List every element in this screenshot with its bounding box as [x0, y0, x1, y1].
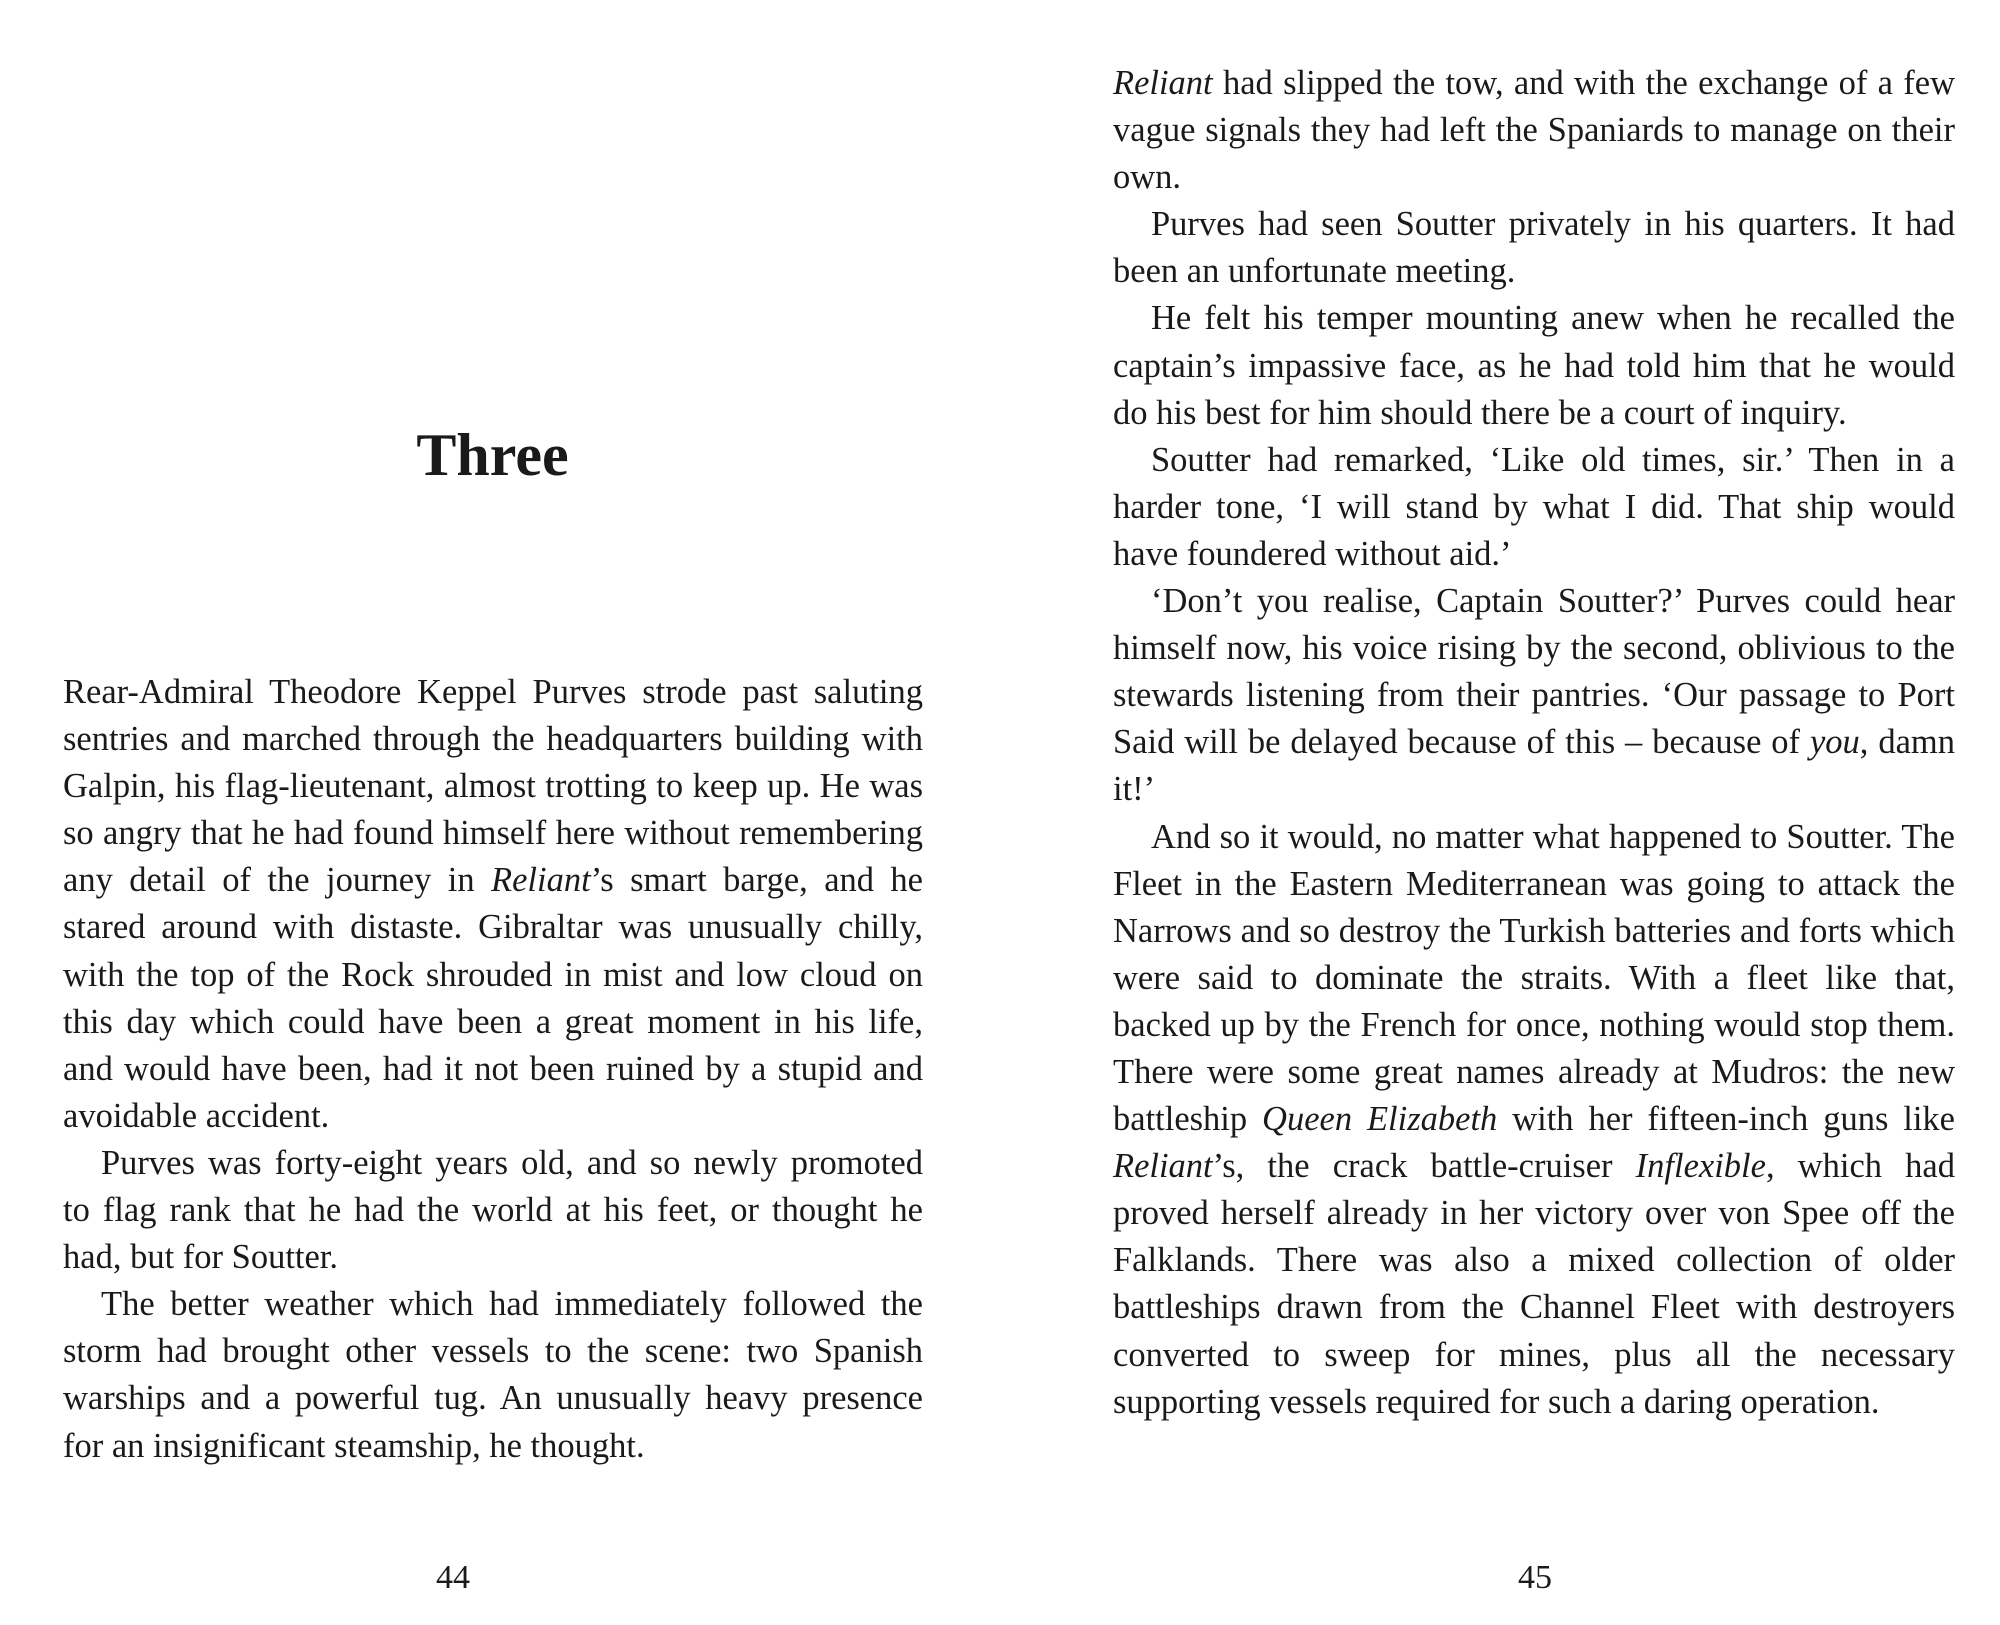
- text-run: He felt his temper mounting anew when he recalled the captain’s impassive face, as he had told him that he would do his best for him should there be a court of inquiry.: [1113, 299, 1955, 432]
- right-page: [1000, 0, 2000, 1625]
- paragraph: [1113, 60, 1955, 201]
- italic-text: Reliant: [491, 861, 591, 900]
- text-run: Rear-Admiral Theodore Keppel Purves strode past saluting sentries and marched through the headquarters building with Galpin, his flag-lieutenant, almost trotting to keep up. He was so angry that he had found himself here without remembering any detail of the journey in: [63, 673, 923, 900]
- text-run: Soutter had remarked, ‘Like old times, sir.’ Then in a harder tone, ‘I will stand by what I did. That ship would have foundered without aid.’: [1113, 440, 1955, 573]
- page-number-right: 45: [1518, 1559, 1552, 1596]
- italic-text: Inflexible: [1635, 1147, 1766, 1186]
- text-run: , which had proved herself already in her victory over von Spee off the Falklands. There was also a mixed collection of older battleships drawn from the Channel Fleet with destroyers converted to sweep for mines, plus all the necessary supporting vessels required for such a daring operation.: [1113, 1147, 1955, 1421]
- paragraph: [63, 1140, 923, 1281]
- paragraph: [1113, 814, 1955, 1426]
- left-page-body: [63, 669, 923, 1470]
- paragraph: [63, 1281, 923, 1469]
- text-run: Purves had seen Soutter privately in his quarters. It had been an unfortunate meeting.: [1113, 205, 1955, 291]
- chapter-title: Three: [416, 422, 569, 488]
- text-run: The better weather which had immediately followed the storm had brought other vessels to the scene: two Spanish warships and a powerful tug. An unusually heavy presence for an insignificant steamship, he thought.: [63, 1285, 923, 1465]
- italic-text: Queen Elizabeth: [1262, 1100, 1498, 1139]
- page-number-left: 44: [436, 1559, 470, 1596]
- text-run: with her fifteen-inch guns like: [1497, 1100, 1955, 1139]
- text-run: , damn it!’: [1113, 723, 1955, 809]
- text-run: Purves was forty-eight years old, and so newly promoted to flag rank that he had the world at his feet, or thought he had, but for Soutter.: [63, 1143, 923, 1277]
- right-page-body: [1113, 60, 1955, 1426]
- paragraph: [63, 669, 923, 1140]
- paragraph: [1113, 201, 1955, 295]
- paragraph: [1113, 437, 1955, 578]
- paragraph: [1113, 295, 1955, 436]
- text-run: And so it would, no matter what happened to Soutter. The Fleet in the Eastern Mediterranean was going to attack the Narrows and so destroy the Turkish batteries and forts which were said to dominate the straits. With a fleet like that, backed up by the French for once, nothing would stop them. There were some great names already at Mudros: the new battleship: [1113, 817, 1955, 1139]
- italic-text: Reliant: [1113, 1147, 1213, 1186]
- italic-text: Reliant: [1113, 64, 1213, 102]
- italic-text: you: [1809, 723, 1860, 762]
- text-run: ‘Don’t you realise, Captain Soutter?’ Purves could hear himself now, his voice rising by the second, oblivious to the stewards listening from their pantries. ‘Our passage to Port Said will be delayed because of this – because of: [1113, 582, 1955, 762]
- paragraph: [1113, 578, 1955, 813]
- text-run: had slipped the tow, and with the exchange of a few vague signals they had left the Spaniards to manage on their own.: [1113, 64, 1955, 197]
- text-run: ’s smart barge, and he stared around with distaste. Gibraltar was unusually chilly, with the top of the Rock shrouded in mist and low cloud on this day which could have been a great moment in his life, and would have been, had it not been ruined by a stupid and avoidable accident.: [63, 861, 923, 1135]
- text-run: ’s, the crack battle-cruiser: [1212, 1147, 1636, 1186]
